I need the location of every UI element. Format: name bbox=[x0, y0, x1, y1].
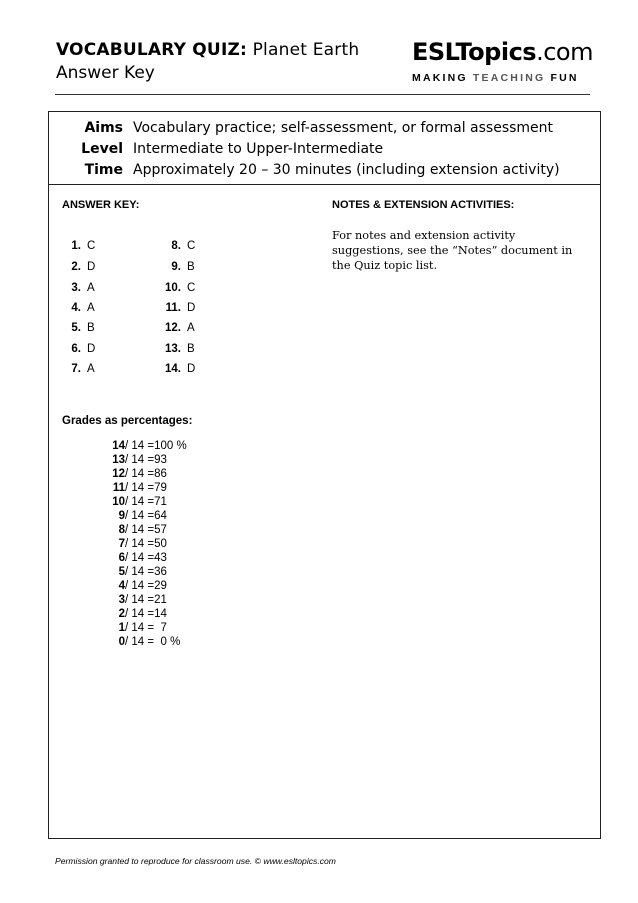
answer-number: 14. bbox=[165, 363, 181, 375]
grade-row bbox=[105, 622, 186, 634]
grade-denominator: / 14 = bbox=[125, 566, 155, 578]
grade-score: 13 bbox=[112, 454, 125, 466]
grade-row bbox=[105, 496, 186, 508]
grade-row bbox=[105, 524, 186, 536]
grade-row bbox=[105, 454, 186, 466]
answer-item bbox=[161, 282, 195, 294]
grade-percent: 71 bbox=[154, 496, 167, 508]
answer-item bbox=[161, 322, 195, 334]
answer-number: 8. bbox=[171, 240, 181, 252]
answer-item bbox=[61, 261, 95, 273]
answer-number: 7. bbox=[71, 363, 81, 375]
info-value: Approximately 20 – 30 minutes (including extension activity) bbox=[133, 162, 560, 178]
answer-item bbox=[161, 302, 195, 314]
grade-row bbox=[105, 510, 186, 522]
info-key: Time bbox=[84, 162, 123, 178]
grade-percent: 29 bbox=[154, 580, 167, 592]
grade-row bbox=[105, 608, 186, 620]
answer-item bbox=[61, 322, 95, 334]
grade-percent: 7 bbox=[154, 622, 167, 634]
grade-row bbox=[105, 552, 186, 564]
grade-percent: 93 bbox=[154, 454, 167, 466]
grade-row bbox=[105, 482, 186, 494]
brand-tagline bbox=[412, 72, 579, 84]
brand-part-esl: ESL bbox=[412, 38, 456, 66]
grade-score: 4 bbox=[118, 580, 125, 592]
answer-item bbox=[61, 343, 95, 355]
grade-score: 3 bbox=[118, 594, 125, 606]
grade-denominator: / 14 = bbox=[125, 594, 155, 606]
grade-row bbox=[105, 440, 186, 452]
grades-heading: Grades as percentages: bbox=[62, 415, 193, 427]
grade-score: 8 bbox=[118, 524, 125, 536]
answer-item bbox=[61, 240, 95, 252]
content-frame bbox=[48, 111, 601, 839]
brand-part-topics: Topics bbox=[455, 38, 537, 66]
info-key: Aims bbox=[84, 120, 123, 136]
answer-key-heading: ANSWER KEY: bbox=[62, 199, 140, 211]
grade-percent: 0 % bbox=[154, 636, 181, 648]
grade-denominator: / 14 = bbox=[125, 440, 155, 452]
answer-number: 4. bbox=[71, 302, 81, 314]
grade-row bbox=[105, 636, 186, 648]
grade-percent: 14 bbox=[154, 608, 167, 620]
grade-denominator: / 14 = bbox=[125, 510, 155, 522]
answer-letter: C bbox=[187, 282, 196, 294]
info-divider bbox=[49, 184, 600, 185]
answer-letter: D bbox=[87, 261, 96, 273]
answer-item bbox=[61, 282, 95, 294]
answer-number: 6. bbox=[71, 343, 81, 355]
answer-letter: D bbox=[187, 302, 196, 314]
grade-denominator: / 14 = bbox=[125, 524, 155, 536]
grade-row bbox=[105, 594, 186, 606]
info-value: Vocabulary practice; self-assessment, or formal assessment bbox=[133, 120, 554, 136]
grade-percent: 64 bbox=[154, 510, 167, 522]
quiz-title-bold: VOCABULARY QUIZ: bbox=[56, 40, 247, 60]
grade-percent: 57 bbox=[154, 524, 167, 536]
grade-denominator: / 14 = bbox=[125, 496, 155, 508]
answer-letter: A bbox=[87, 302, 95, 314]
grade-row bbox=[105, 468, 186, 480]
answer-letter: D bbox=[87, 343, 96, 355]
answer-number: 1. bbox=[71, 240, 81, 252]
answer-number: 3. bbox=[71, 282, 81, 294]
brand-logo bbox=[412, 38, 593, 66]
answer-number: 2. bbox=[71, 261, 81, 273]
quiz-subtitle: Answer Key bbox=[56, 63, 155, 83]
tagline-making: MAKING bbox=[412, 72, 468, 84]
grade-percent: 86 bbox=[154, 468, 167, 480]
grade-score: 9 bbox=[118, 510, 125, 522]
answer-item bbox=[161, 240, 195, 252]
answer-item bbox=[161, 343, 195, 355]
grade-denominator: / 14 = bbox=[125, 538, 155, 550]
grade-percent: 100 % bbox=[154, 440, 187, 452]
grade-percent: 43 bbox=[154, 552, 167, 564]
grade-denominator: / 14 = bbox=[125, 608, 155, 620]
answer-number: 9. bbox=[171, 261, 181, 273]
grade-score: 12 bbox=[112, 468, 125, 480]
tagline-fun: FUN bbox=[550, 72, 579, 84]
notes-heading: NOTES & EXTENSION ACTIVITIES: bbox=[332, 199, 515, 211]
grade-denominator: / 14 = bbox=[125, 482, 155, 494]
grade-score: 11 bbox=[112, 482, 125, 494]
answer-item bbox=[161, 363, 195, 375]
grade-denominator: / 14 = bbox=[125, 636, 155, 648]
grade-denominator: / 14 = bbox=[125, 622, 155, 634]
notes-text: For notes and extension activity suggestions, see the “Notes” document in the Quiz topic list. bbox=[332, 229, 573, 272]
grade-score: 14 bbox=[112, 440, 125, 452]
grade-score: 1 bbox=[118, 622, 125, 634]
grade-score: 2 bbox=[118, 608, 125, 620]
answer-number: 11. bbox=[165, 302, 181, 314]
grade-denominator: / 14 = bbox=[125, 552, 155, 564]
grade-row bbox=[105, 580, 186, 592]
grade-percent: 21 bbox=[154, 594, 167, 606]
answer-number: 12. bbox=[165, 322, 181, 334]
grade-score: 0 bbox=[118, 636, 125, 648]
answer-letter: A bbox=[187, 322, 195, 334]
grade-percent: 50 bbox=[154, 538, 167, 550]
answer-letter: B bbox=[87, 322, 95, 334]
answer-item bbox=[61, 302, 95, 314]
tagline-teaching: TEACHING bbox=[472, 72, 546, 84]
quiz-title bbox=[56, 40, 359, 60]
answer-item bbox=[161, 261, 195, 273]
answer-number: 13. bbox=[165, 343, 181, 355]
grade-row bbox=[105, 538, 186, 550]
grade-percent: 79 bbox=[154, 482, 167, 494]
answer-letter: B bbox=[187, 343, 195, 355]
answer-number: 5. bbox=[71, 322, 81, 334]
answer-letter: A bbox=[87, 363, 95, 375]
info-key: Level bbox=[81, 141, 123, 157]
info-value: Intermediate to Upper-Intermediate bbox=[133, 141, 384, 157]
header-rule bbox=[55, 94, 590, 95]
answer-letter: B bbox=[187, 261, 195, 273]
answer-letter: C bbox=[187, 240, 196, 252]
footer-permission: Permission granted to reproduce for classroom use. © www.esltopics.com bbox=[55, 856, 336, 866]
answer-number: 10. bbox=[165, 282, 181, 294]
answer-letter: A bbox=[87, 282, 95, 294]
answer-item bbox=[61, 363, 95, 375]
grade-score: 5 bbox=[118, 566, 125, 578]
grade-denominator: / 14 = bbox=[125, 468, 155, 480]
brand-part-com: .com bbox=[536, 38, 593, 66]
answer-letter: D bbox=[187, 363, 196, 375]
grade-denominator: / 14 = bbox=[125, 580, 155, 592]
quiz-title-topic: Planet Earth bbox=[252, 40, 360, 60]
answer-letter: C bbox=[87, 240, 96, 252]
grade-percent: 36 bbox=[154, 566, 167, 578]
grade-row bbox=[105, 566, 186, 578]
grade-score: 6 bbox=[118, 552, 125, 564]
grade-score: 10 bbox=[112, 496, 125, 508]
grade-score: 7 bbox=[118, 538, 125, 550]
grade-denominator: / 14 = bbox=[125, 454, 155, 466]
